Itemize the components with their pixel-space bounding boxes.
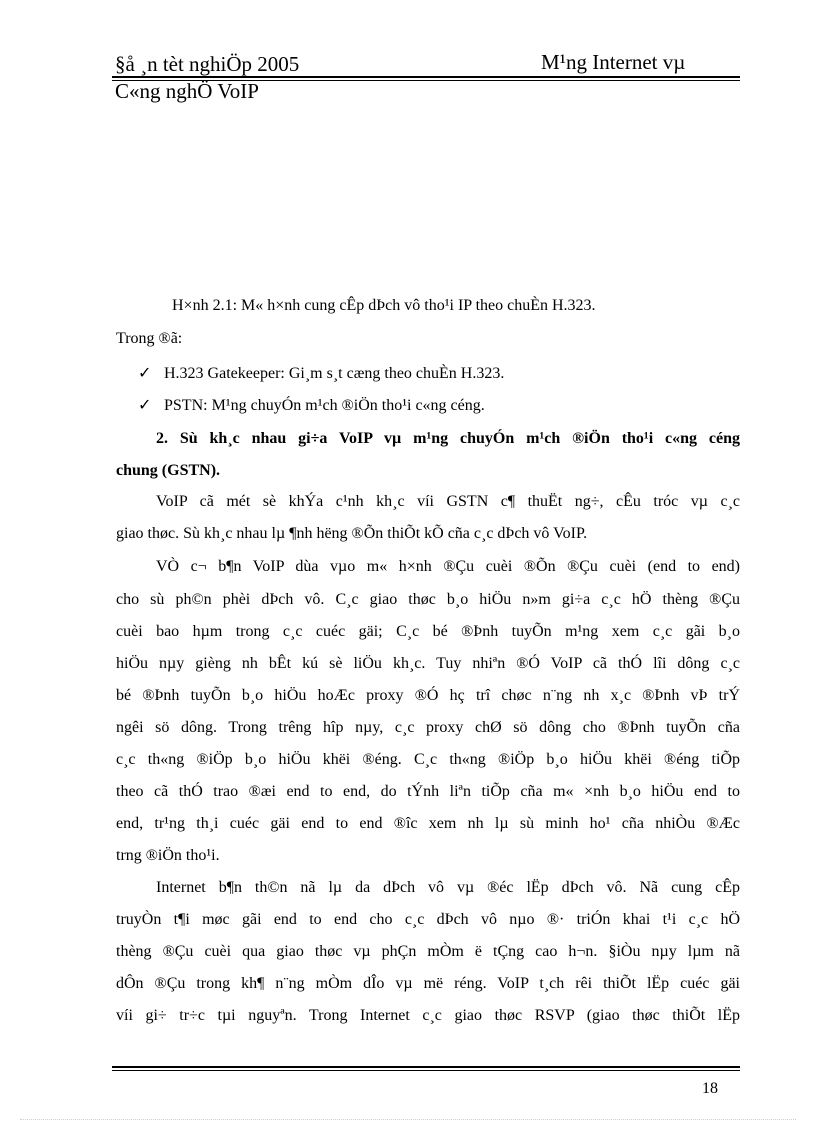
paragraph-line: thèng ®Çu cuèi qua giao thøc vµ phÇn mÒm ë tÇng cao h¬n. §iÒu nµy lµm nã	[116, 943, 740, 960]
paragraph-line: trng ®iÖn tho¹i.	[116, 847, 220, 864]
paragraph-line: ngêi sö dông. Trong trêng hîp nµy, c¸c proxy chØ sö dông cho ®Þnh tuyÕn cña	[116, 719, 740, 736]
header-subtitle: C«ng nghÖ VoIP	[115, 79, 259, 103]
paragraph-line: dÔn ®Çu trong kh¶ n¨ng mÒm dÎo vµ më réng. VoIP t¸ch rêi thiÕt lËp cuéc gäi	[116, 975, 740, 992]
paragraph-line: end, tr¹ng th¸i cuéc gäi end to end ®îc xem nh lµ sù minh ho¹ cña nhiÒu ®Æc	[116, 815, 740, 832]
header-rule-thick	[112, 76, 740, 78]
header-left-title: §å ¸n tèt nghiÖp 2005	[115, 52, 300, 76]
footer-rule-thick	[112, 1066, 740, 1068]
page-break-divider	[20, 1119, 796, 1120]
paragraph-line: víi gi÷ tr÷c tµi nguyªn. Trong Internet c¸c giao thøc RSVP (giao thøc thiÕt lËp	[116, 1007, 740, 1024]
check-icon: ✓	[138, 365, 152, 382]
check-icon: ✓	[138, 397, 152, 414]
figure-caption: H×nh 2.1: M« h×nh cung cÊp dÞch vô tho¹i IP theo chuÈn H.323.	[172, 297, 596, 314]
paragraph-line: VÒ c¬ b¶n VoIP dùa vµo m« h×nh ®Çu cuèi ®Õn ®Çu cuèi (end to end)	[156, 558, 740, 575]
page-number: 18	[702, 1080, 718, 1097]
paragraph-line: bé ®Þnh tuyÕn b¸o hiÖu hoÆc proxy ®Ó hç trî chøc n¨ng nh x¸c ®Þnh vÞ trÝ	[116, 687, 740, 704]
paragraph-line: truyÒn t¶i møc gãi end to end cho c¸c dÞch vô nµo ®· triÓn khai t¹i c¸c hÖ	[116, 911, 740, 928]
paragraph-line: giao thøc. Sù kh¸c nhau lµ ¶nh hëng ®Õn thiÕt kÕ cña c¸c dÞch vô VoIP.	[116, 525, 588, 542]
paragraph-line: VoIP cã mét sè khÝa c¹nh kh¸c víi GSTN c¶ thuËt ng÷, cÊu tróc vµ c¸c	[156, 493, 740, 510]
paragraph-line: cuèi bao hµm trong c¸c cuéc gäi; C¸c bé ®Þnh tuyÕn m¹ng xem c¸c gãi b¸o	[116, 623, 740, 640]
header-right-title: M¹ng Internet vµ	[541, 50, 686, 74]
footer-rule-thin	[112, 1070, 740, 1071]
section-heading-line: 2. Sù kh¸c nhau gi÷a VoIP vµ m¹ng chuyÓn m¹ch ®iÖn tho¹i c«ng céng	[156, 430, 740, 447]
paragraph-line: theo cã thÓ trao ®æi end to end, do tÝnh liªn tiÕp cña m« ×nh b¸o hiÖu end to	[116, 783, 740, 800]
paragraph-line: hiÖu nµy gièng nh bÊt kú sè liÖu kh¸c. Tuy nhiªn ®Ó VoIP cã thÓ lîi dông c¸c	[116, 655, 740, 672]
bullet-item: H.323 Gatekeeper: Gi¸m s¸t cæng theo chuÈn H.323.	[164, 365, 505, 382]
paragraph-line: cho sù ph©n phèi dÞch vô. C¸c giao thøc b¸o hiÖu n»m gi÷a c¸c hÖ thèng ®Çu	[116, 591, 740, 608]
paragraph-line: c¸c th«ng ®iÖp b¸o hiÖu khëi ®éng. C¸c th«ng ®iÖp b¸o hiÖu khëi ®éng tiÕp	[116, 751, 740, 768]
intro-line: Trong ®ã:	[116, 330, 183, 347]
section-heading-line: chung (GSTN).	[116, 462, 221, 479]
paragraph-line: Internet b¶n th©n nã lµ da dÞch vô vµ ®éc lËp dÞch vô. Nã cung cÊp	[156, 879, 740, 896]
bullet-item: PSTN: M¹ng chuyÓn m¹ch ®iÖn tho¹i c«ng céng.	[164, 397, 485, 414]
